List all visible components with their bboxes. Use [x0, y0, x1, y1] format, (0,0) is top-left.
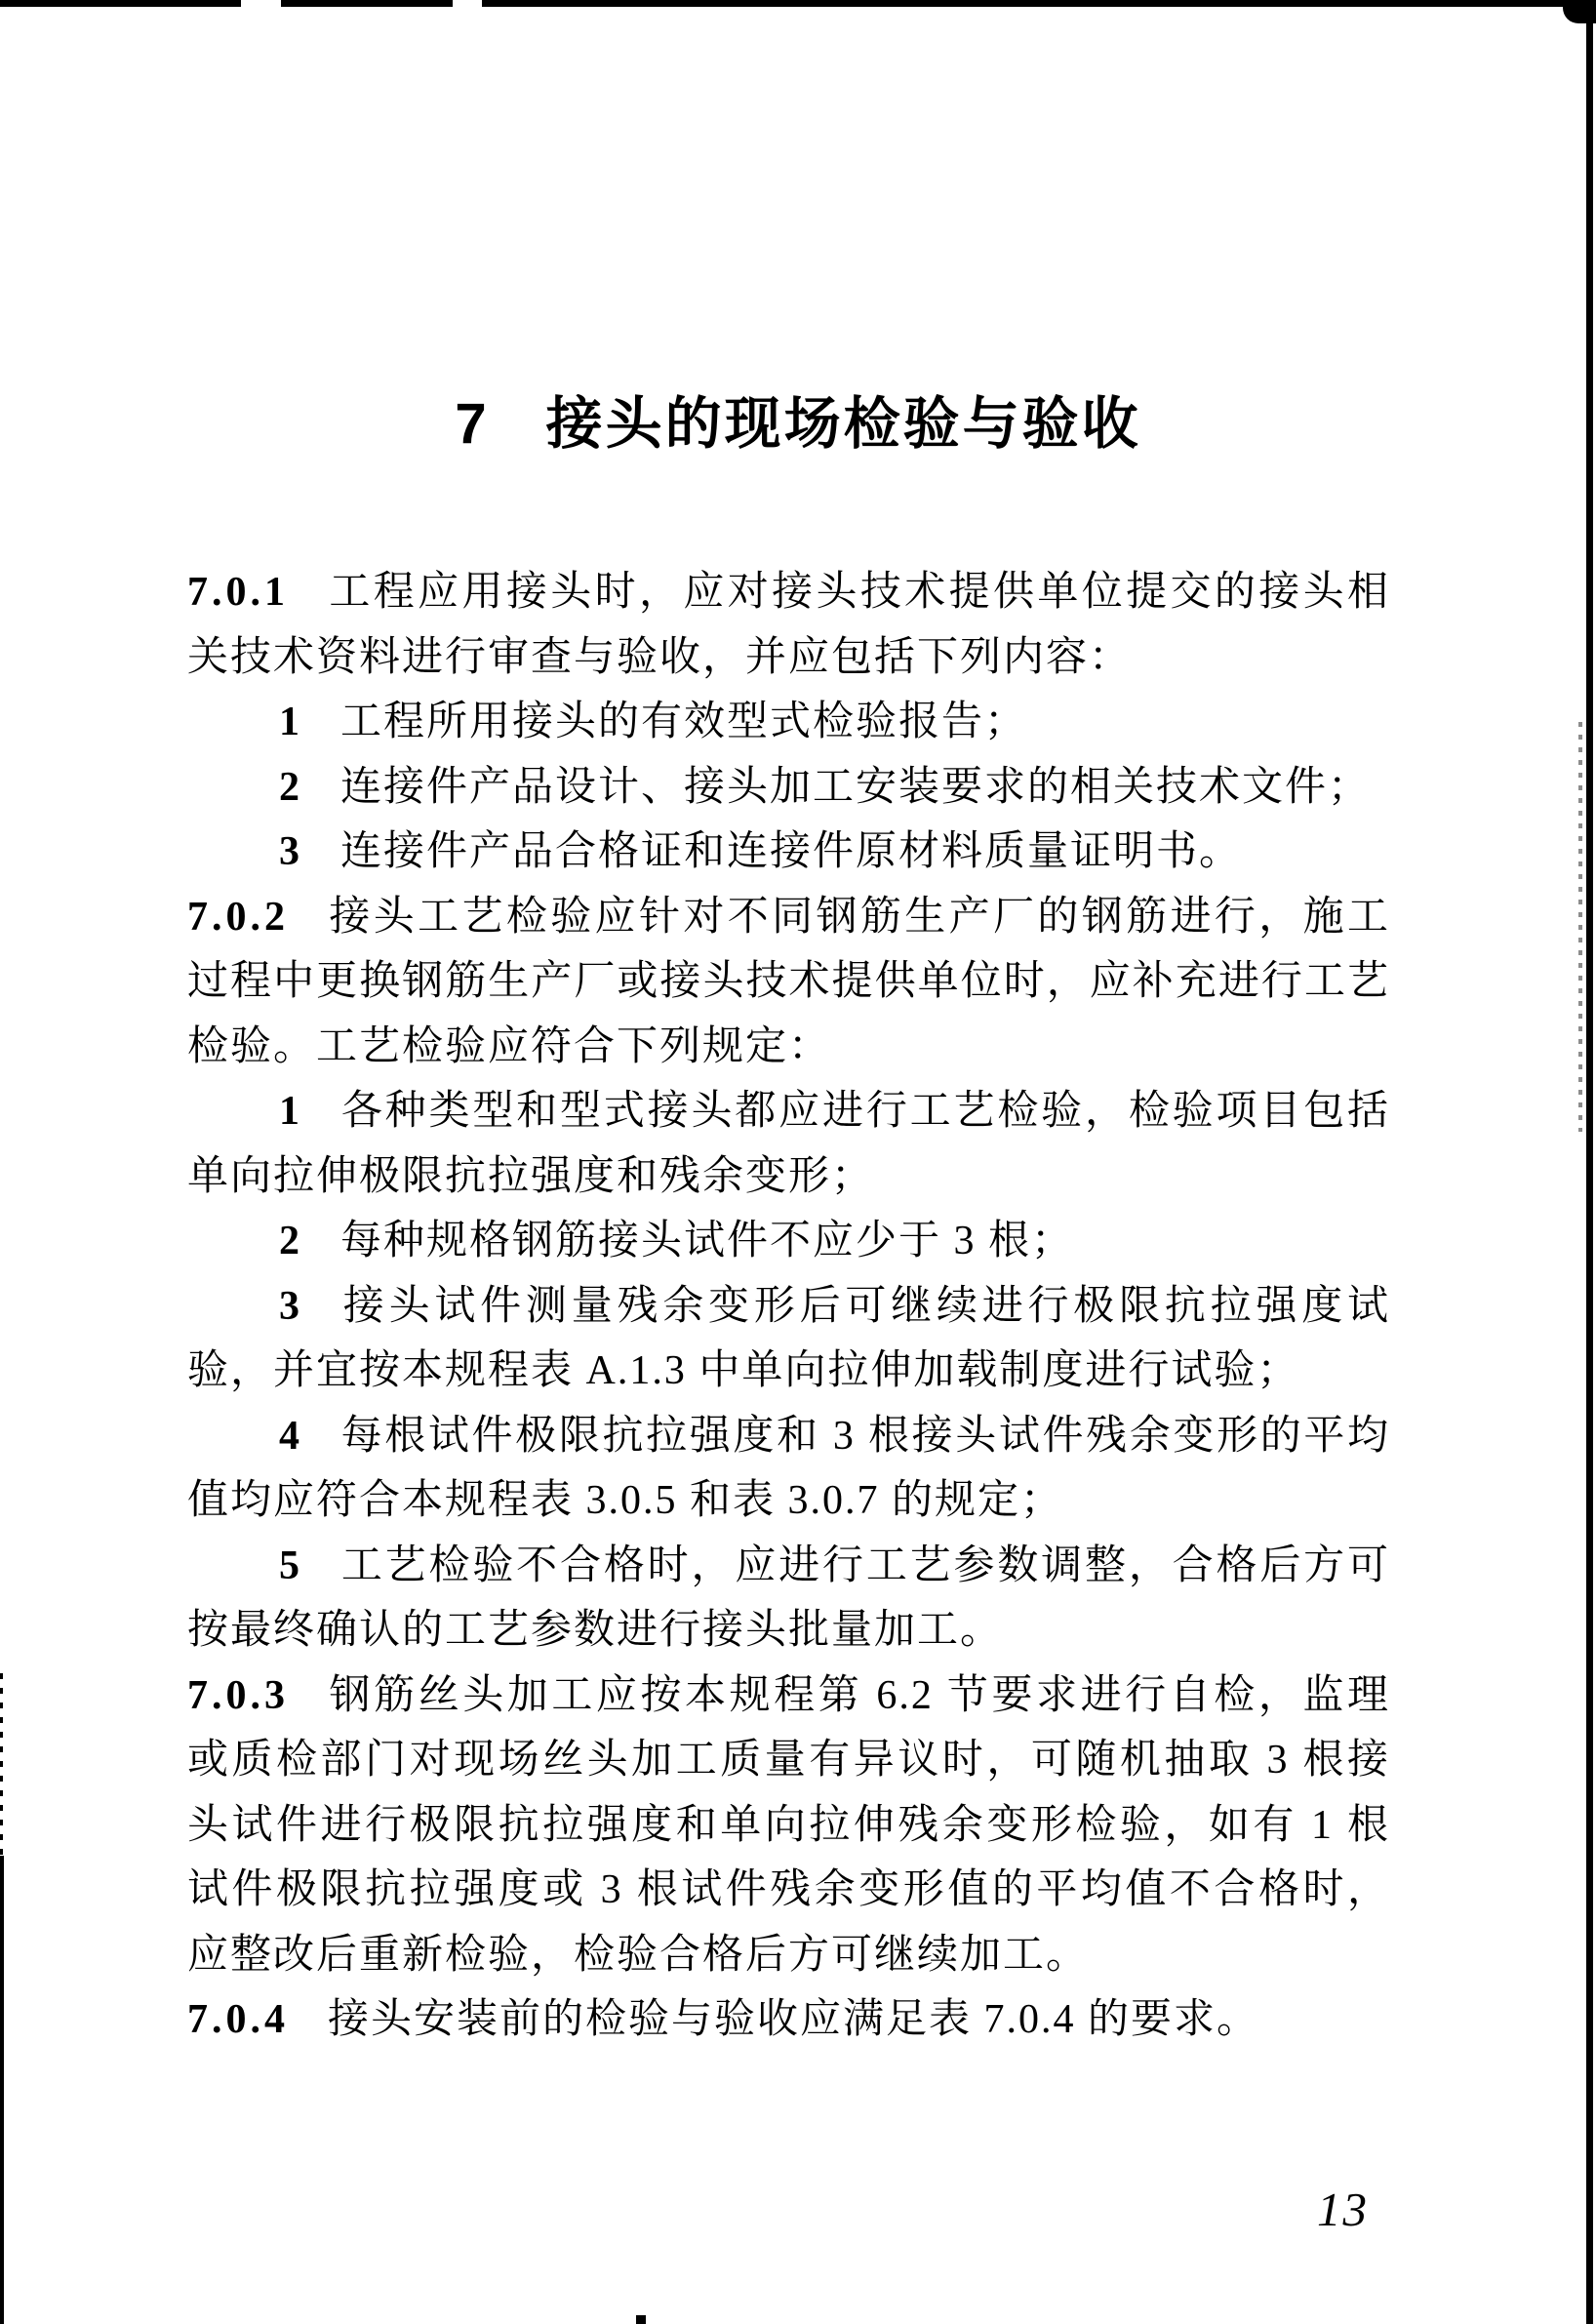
- item-text: 连接件产品合格证和连接件原材料质量证明书。: [340, 829, 1243, 874]
- item-number: 2: [279, 1219, 301, 1263]
- scan-artifact-top-edge-gap: [453, 0, 482, 7]
- clause-7-0-1: [187, 560, 1390, 690]
- clause-7-0-2: [187, 885, 1390, 1080]
- scan-artifact-right-noise: [1578, 722, 1582, 1132]
- clause-7-0-2-item-1: [187, 1079, 1390, 1209]
- clause-7-0-2-item-4: [187, 1404, 1390, 1534]
- clause-number: 7.0.4: [187, 1997, 289, 2042]
- clause-7-0-2-item-2: [187, 1209, 1390, 1274]
- chapter-number: 7: [455, 392, 490, 456]
- chapter-title: [0, 390, 1596, 459]
- clause-7-0-3: [187, 1663, 1390, 1988]
- scan-artifact-left-edge-faint: [0, 1673, 3, 1863]
- item-text: 各种类型和型式接头都应进行工艺检验，检验项目包括单向拉伸极限抗拉强度和残余变形；: [187, 1089, 1390, 1199]
- item-number: 1: [279, 1089, 301, 1134]
- document-body: [187, 560, 1390, 2053]
- page-number: 13: [1317, 2183, 1369, 2236]
- item-number: 5: [279, 1543, 301, 1588]
- clause-text: 接头安装前的检验与验收应满足表 7.0.4 的要求。: [328, 1997, 1260, 2042]
- clause-number: 7.0.3: [187, 1672, 289, 1718]
- clause-7-0-1-item-3: [187, 820, 1390, 885]
- scan-artifact-top-edge: [0, 0, 1596, 7]
- clause-7-0-2-item-3: [187, 1274, 1390, 1404]
- item-text: 接头试件测量残余变形后可继续进行极限抗拉强度试验，并宜按本规程表 A.1.3 中单向拉伸加载制度进行试验；: [187, 1283, 1390, 1393]
- clause-text: 钢筋丝头加工应按本规程第 6.2 节要求进行自检，监理或质检部门对现场丝头加工质量有异议时，可随机抽取 3 根接头试件进行极限抗拉强度和单向拉伸残余变形检验，如有 1 根试件极限抗拉强度或 3 根试件残余变形值的平均值不合格时，应整改后重新检验，检验合格后方可继续加工。: [187, 1672, 1390, 1978]
- clause-7-0-4: [187, 1987, 1390, 2053]
- item-number: 3: [279, 1283, 301, 1329]
- item-number: 1: [279, 700, 301, 744]
- clause-number: 7.0.2: [187, 894, 289, 940]
- scan-artifact-bottom-tick: [636, 2315, 646, 2324]
- clause-text: 接头工艺检验应针对不同钢筋生产厂的钢筋进行，施工过程中更换钢筋生产厂或接头技术提供单位时，应补充进行工艺检验。工艺检验应符合下列规定：: [187, 894, 1390, 1069]
- clause-7-0-1-item-1: [187, 690, 1390, 755]
- scan-artifact-top-edge-gap: [241, 0, 281, 7]
- scan-artifact-right-edge: [1586, 0, 1593, 2324]
- scan-artifact-left-edge: [0, 1856, 4, 2324]
- item-text: 工程所用接头的有效型式检验报告；: [340, 700, 1028, 744]
- item-text: 工艺检验不合格时，应进行工艺参数调整，合格后方可按最终确认的工艺参数进行接头批量加工。: [187, 1543, 1390, 1653]
- item-number: 2: [279, 764, 301, 810]
- chapter-title-text: 接头的现场检验与验收: [545, 392, 1141, 456]
- item-number: 4: [279, 1413, 301, 1459]
- item-text: 每种规格钢筋接头试件不应少于 3 根；: [340, 1219, 1075, 1263]
- item-number: 3: [279, 829, 301, 874]
- clause-number: 7.0.1: [187, 570, 289, 615]
- clause-text: 工程应用接头时，应对接头技术提供单位提交的接头相关技术资料进行审查与验收，并应包括下列内容：: [187, 570, 1390, 680]
- item-text: 连接件产品设计、接头加工安装要求的相关技术文件；: [340, 764, 1372, 810]
- clause-7-0-1-item-2: [187, 755, 1390, 821]
- clause-7-0-2-item-5: [187, 1534, 1390, 1663]
- item-text: 每根试件极限抗拉强度和 3 根接头试件残余变形的平均值均应符合本规程表 3.0.5 和表 3.0.7 的规定；: [187, 1413, 1390, 1523]
